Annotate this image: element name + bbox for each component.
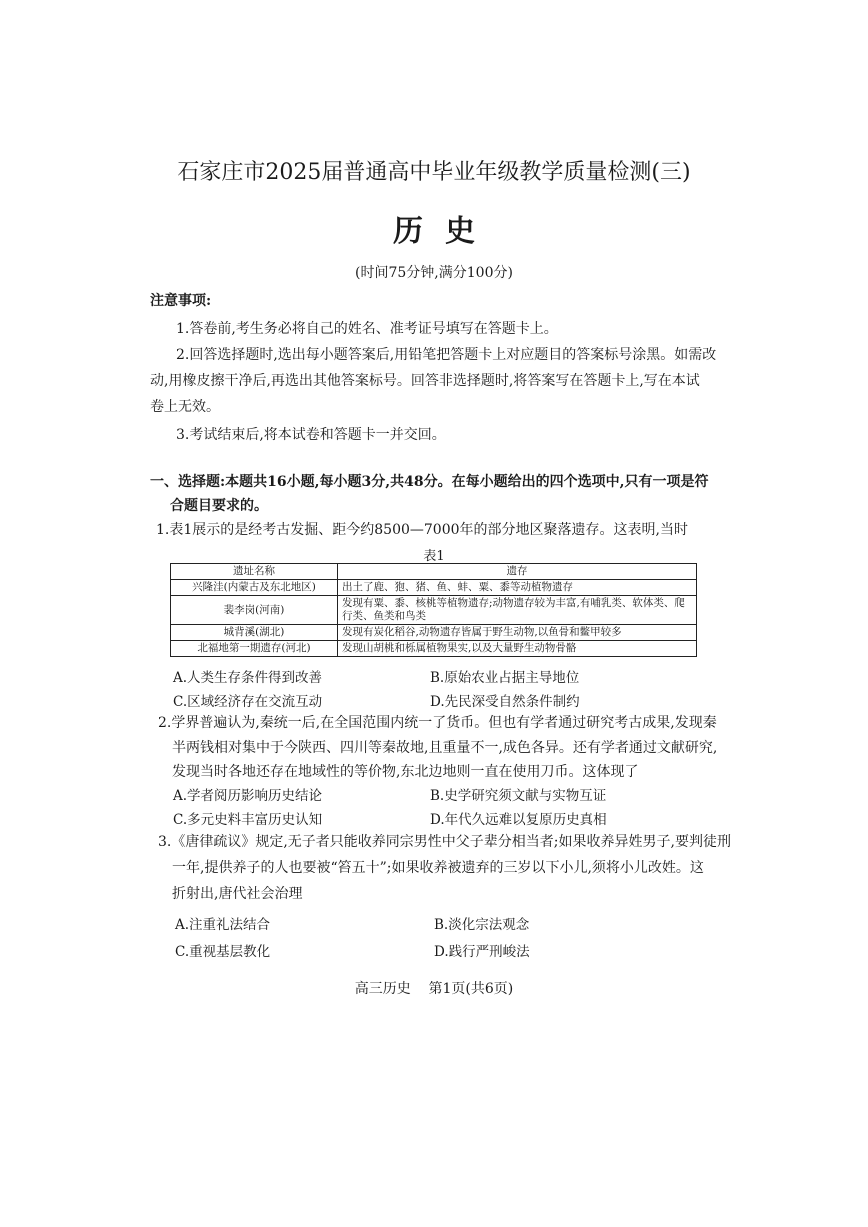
q2-option-d: D.年代久远难以复原历史真相 [430,812,607,828]
table-cell-remains: 出土了鹿、狍、猪、鱼、蚌、粟、黍等动植物遗存 [338,580,697,596]
table-cell-remains: 发现山胡桃和栎属植物果实,以及大量野生动物骨骼 [338,641,697,657]
q3-option-b: B.淡化宗法观念 [434,917,530,933]
q2-stem-line3: 发现当时各地还存在地域性的等价物,东北边地则一直在使用刀币。这体现了 [172,764,639,780]
subject-title: 历史 [393,214,497,249]
exam-title: 石家庄市2025届普通高中毕业年级教学质量检测(三) [177,160,691,185]
sites-table [170,563,697,657]
table-header-site: 遗址名称 [171,564,338,580]
notice-item-1: 1.答卷前,考生务必将自己的姓名、准考证号填写在答题卡上。 [176,321,558,337]
table-cell-site: 北福地第一期遗存(河北) [171,641,338,657]
q1-option-d: D.先民深受自然条件制约 [430,694,580,710]
notice-item-2-line3: 卷上无效。 [150,399,220,415]
notice-item-3: 3.考试结束后,将本试卷和答题卡一并交回。 [176,427,446,443]
page-footer: 高三历史 第1页(共6页) [354,981,514,997]
q3-option-a: A.注重礼法结合 [175,917,271,933]
table-cell-remains: 发现有粟、黍、核桃等植物遗存;动物遗存较为丰富,有哺乳类、软体类、爬行类、鱼类和鸟类 [338,596,697,625]
q3-stem-line3: 折射出,唐代社会治理 [172,886,303,902]
table-row [171,596,697,625]
table-row [171,625,697,641]
table-caption: 表1 [423,549,445,564]
table-row [171,580,697,596]
notice-heading: 注意事项: [150,293,212,309]
q2-stem-line1: 2.学界普遍认为,秦统一后,在全国范围内统一了货币。但也有学者通过研究考古成果,发现秦 [158,715,717,731]
table-cell-site: 兴隆洼(内蒙古及东北地区) [171,580,338,596]
q1-option-c: C.区域经济存在交流互动 [173,694,323,710]
q1-option-a: A.人类生存条件得到改善 [173,670,323,686]
q1-stem: 1.表1展示的是经考古发掘、距今约8500—7000年的部分地区聚落遗存。这表明,当时 [156,522,688,538]
q3-option-d: D.践行严刑峻法 [434,944,530,960]
table-cell-site: 裴李岗(河南) [171,596,338,625]
q3-option-c: C.重视基层教化 [175,944,271,960]
notice-item-2-line1: 2.回答选择题时,选出每小题答案后,用铅笔把答题卡上对应题目的答案标号涂黑。如需改 [176,347,717,363]
table-header-remains: 遗存 [338,564,697,580]
notice-item-2-line2: 动,用橡皮擦干净后,再选出其他答案标号。回答非选择题时,将答案写在答题卡上,写在本试 [150,373,700,389]
section-instructions-line2: 合题目要求的。 [170,498,268,514]
q2-option-b: B.史学研究须文献与实物互证 [430,788,607,804]
q3-stem-line2: 一年,提供养子的人也要被“笞五十”;如果收养被遗弃的三岁以下小儿,须将小儿改姓。这 [172,860,704,876]
table-row [171,641,697,657]
table-cell-site: 城背溪(湖北) [171,625,338,641]
q2-option-a: A.学者阅历影响历史结论 [173,788,323,804]
table-cell-remains: 发现有炭化稻谷,动物遗存皆属于野生动物,以鱼骨和鳖甲较多 [338,625,697,641]
q3-stem-line1: 3.《唐律疏议》规定,无子者只能收养同宗男性中父子辈分相当者;如果收养异姓男子,要判徒刑 [158,834,731,850]
time-info: (时间75分钟,满分100分) [355,265,513,281]
q2-stem-line2: 半两钱相对集中于今陕西、四川等秦故地,且重量不一,成色各异。还有学者通过文献研究, [172,740,718,756]
section-instructions-line1: 一、选择题:本题共16小题,每小题3分,共48分。在每小题给出的四个选项中,只有一项是符 [150,474,709,490]
table-header-row [171,564,697,580]
q1-option-b: B.原始农业占据主导地位 [430,670,580,686]
q2-option-c: C.多元史料丰富历史认知 [173,812,323,828]
